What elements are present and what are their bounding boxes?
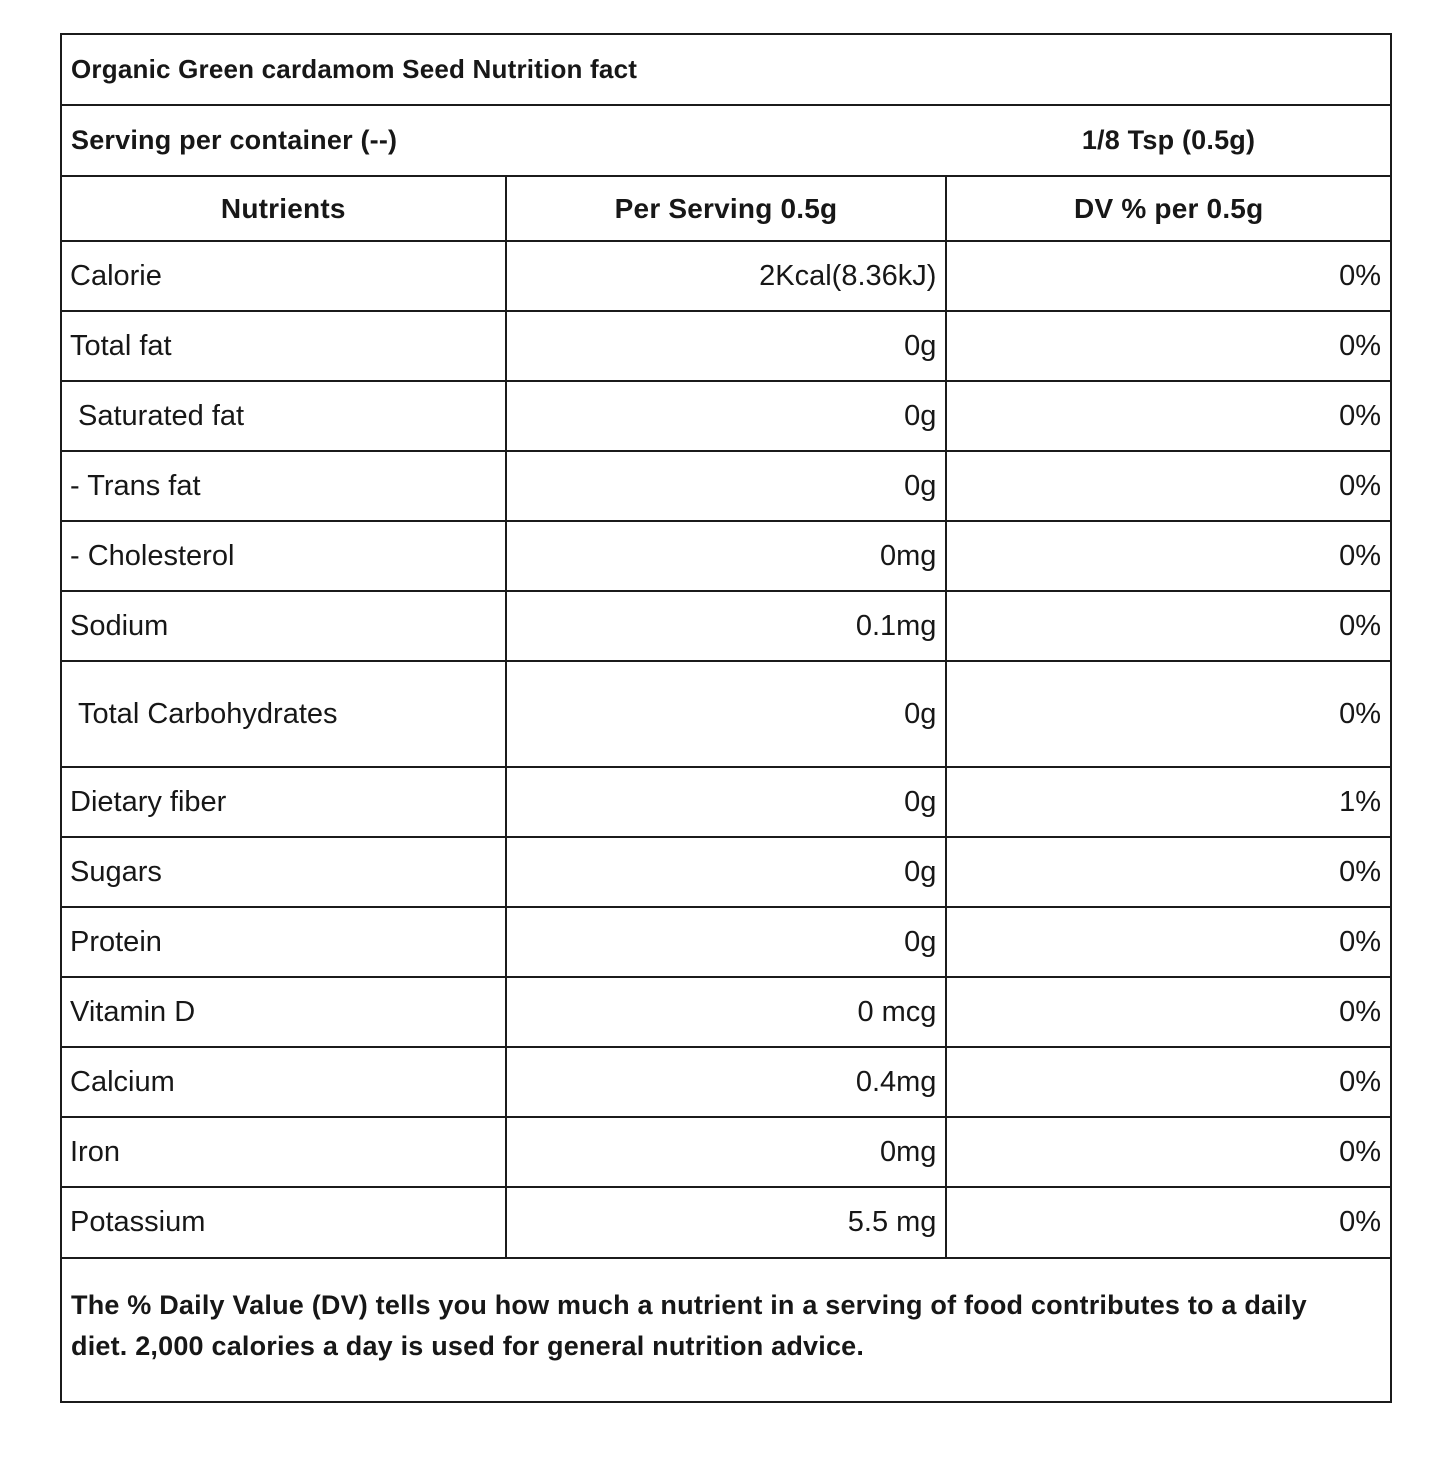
column-header-nutrients: Nutrients bbox=[62, 177, 506, 241]
nutrition-table-body bbox=[62, 241, 1390, 1257]
dv-percent-cell: 0% bbox=[946, 661, 1390, 767]
table-row bbox=[62, 311, 1390, 381]
dv-percent-cell: 0% bbox=[946, 311, 1390, 381]
dv-percent-cell: 0% bbox=[946, 977, 1390, 1047]
table-row bbox=[62, 1117, 1390, 1187]
column-header-dv-percent: DV % per 0.5g bbox=[946, 177, 1390, 241]
per-serving-value-cell: 0.4mg bbox=[506, 1047, 947, 1117]
per-serving-value-cell: 5.5 mg bbox=[506, 1187, 947, 1257]
serving-row bbox=[62, 106, 1390, 177]
dv-percent-cell: 0% bbox=[946, 381, 1390, 451]
table-header-row bbox=[62, 177, 1390, 241]
dv-percent-cell: 0% bbox=[946, 521, 1390, 591]
nutrient-name-cell: Protein bbox=[62, 907, 506, 977]
daily-value-footnote: The % Daily Value (DV) tells you how much a nutrient in a serving of food contributes to a daily diet. 2,000 calories a day is used for general nutrition advice. bbox=[62, 1257, 1390, 1366]
nutrient-name-cell: Saturated fat bbox=[62, 381, 506, 451]
serving-per-container-label: Serving per container (--) bbox=[71, 125, 398, 155]
per-serving-value-cell: 0.1mg bbox=[506, 591, 947, 661]
nutrient-name-cell: Dietary fiber bbox=[62, 767, 506, 837]
table-row bbox=[62, 1047, 1390, 1117]
nutrient-name-cell: Total fat bbox=[62, 311, 506, 381]
serving-size-value: 1/8 Tsp (0.5g) bbox=[1081, 125, 1256, 155]
per-serving-value-cell: 2Kcal(8.36kJ) bbox=[506, 241, 947, 311]
nutrient-name-cell: - Cholesterol bbox=[62, 521, 506, 591]
per-serving-value-cell: 0g bbox=[506, 311, 947, 381]
nutrient-name-cell: Vitamin D bbox=[62, 977, 506, 1047]
table-row bbox=[62, 451, 1390, 521]
per-serving-value-cell: 0g bbox=[506, 381, 947, 451]
per-serving-value-cell: 0g bbox=[506, 907, 947, 977]
dv-percent-cell: 0% bbox=[946, 1187, 1390, 1257]
nutrient-name-cell: Sugars bbox=[62, 837, 506, 907]
per-serving-value-cell: 0g bbox=[506, 837, 947, 907]
dv-percent-cell: 0% bbox=[946, 1047, 1390, 1117]
per-serving-value-cell: 0g bbox=[506, 661, 947, 767]
nutrient-name-cell: Total Carbohydrates bbox=[62, 661, 506, 767]
column-header-per-serving: Per Serving 0.5g bbox=[506, 177, 947, 241]
table-row bbox=[62, 521, 1390, 591]
nutrient-name-cell: Sodium bbox=[62, 591, 506, 661]
table-row bbox=[62, 591, 1390, 661]
per-serving-value-cell: 0mg bbox=[506, 1117, 947, 1187]
dv-percent-cell: 0% bbox=[946, 837, 1390, 907]
dv-percent-cell: 0% bbox=[946, 241, 1390, 311]
per-serving-value-cell: 0g bbox=[506, 451, 947, 521]
table-row bbox=[62, 837, 1390, 907]
table-row bbox=[62, 661, 1390, 767]
dv-percent-cell: 0% bbox=[946, 1117, 1390, 1187]
dv-percent-cell: 1% bbox=[946, 767, 1390, 837]
nutrient-name-cell: - Trans fat bbox=[62, 451, 506, 521]
nutrient-name-cell: Iron bbox=[62, 1117, 506, 1187]
table-row bbox=[62, 907, 1390, 977]
table-row bbox=[62, 381, 1390, 451]
table-row bbox=[62, 977, 1390, 1047]
nutrition-label bbox=[60, 33, 1392, 1403]
nutrition-table bbox=[62, 177, 1390, 1257]
dv-percent-cell: 0% bbox=[946, 591, 1390, 661]
label-title: Organic Green cardamom Seed Nutrition fact bbox=[71, 54, 638, 84]
table-row bbox=[62, 767, 1390, 837]
per-serving-value-cell: 0mg bbox=[506, 521, 947, 591]
dv-percent-cell: 0% bbox=[946, 451, 1390, 521]
nutrient-name-cell: Calorie bbox=[62, 241, 506, 311]
table-row bbox=[62, 241, 1390, 311]
nutrient-name-cell: Potassium bbox=[62, 1187, 506, 1257]
per-serving-value-cell: 0 mcg bbox=[506, 977, 947, 1047]
per-serving-value-cell: 0g bbox=[506, 767, 947, 837]
label-title-row bbox=[62, 35, 1390, 106]
table-row bbox=[62, 1187, 1390, 1257]
nutrient-name-cell: Calcium bbox=[62, 1047, 506, 1117]
dv-percent-cell: 0% bbox=[946, 907, 1390, 977]
